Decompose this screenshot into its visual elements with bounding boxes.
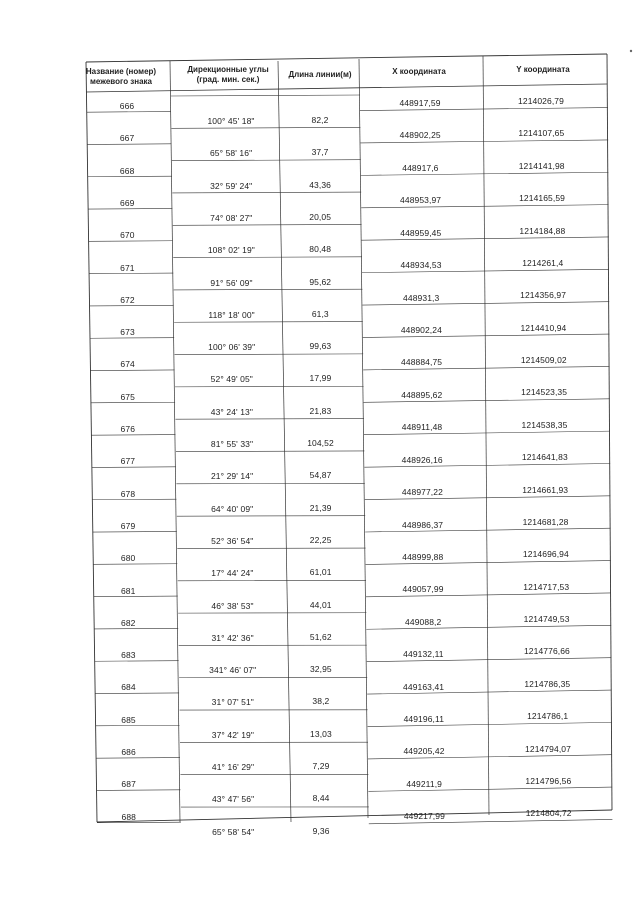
x-coordinate: 448917,6 — [402, 162, 439, 173]
row-line — [97, 822, 181, 823]
direction-angle: 108° 02' 19" — [207, 245, 255, 256]
x-coordinate: 448934,53 — [400, 260, 442, 271]
x-coordinate: 448902,25 — [399, 130, 441, 141]
column-divider — [359, 59, 368, 818]
row-line — [173, 224, 362, 225]
row-line — [361, 172, 609, 175]
x-coordinate: 448931,3 — [403, 292, 440, 303]
row-line — [93, 531, 177, 532]
direction-angle: 52° 49' 05" — [210, 374, 253, 385]
point-name: 673 — [120, 327, 135, 338]
point-name: 679 — [120, 520, 136, 531]
line-length: 95,62 — [309, 276, 332, 287]
row-line — [88, 208, 172, 209]
y-coordinate: 1214794,07 — [525, 743, 571, 754]
line-length: 8,44 — [312, 793, 330, 804]
row-line — [368, 787, 612, 791]
point-name: 674 — [120, 359, 135, 370]
direction-angle: 65° 58' 54" — [212, 826, 255, 837]
x-coordinate: 449211,9 — [406, 778, 442, 789]
row-line — [90, 305, 174, 306]
table-border-left — [86, 62, 97, 822]
table-border-top — [86, 54, 607, 62]
point-name: 669 — [119, 197, 135, 208]
line-length: 61,01 — [309, 567, 332, 578]
header-x: X координата — [392, 67, 446, 76]
line-length: 54,87 — [309, 470, 332, 481]
row-line — [96, 758, 180, 759]
direction-angle: 64° 40' 09" — [211, 503, 254, 514]
direction-angle: 32° 59' 24" — [210, 180, 253, 191]
point-name: 683 — [121, 650, 136, 661]
point-name: 675 — [120, 391, 135, 402]
y-coordinate: 1214509,02 — [520, 355, 567, 366]
row-line — [361, 205, 608, 208]
x-coordinate: 448986,37 — [402, 519, 444, 530]
x-coordinate: 448926,16 — [401, 454, 443, 465]
direction-angle: 341° 46' 07" — [209, 665, 257, 676]
direction-angle: 31° 07' 51" — [211, 697, 254, 708]
y-coordinate: 1214107,65 — [518, 128, 565, 139]
point-name: 686 — [121, 747, 136, 758]
y-coordinate: 1214356,97 — [520, 290, 567, 301]
row-line — [89, 273, 173, 274]
x-coordinate: 449217,99 — [403, 811, 445, 822]
x-coordinate: 448959,45 — [400, 227, 442, 238]
line-length: 37,7 — [311, 147, 329, 158]
header-divider — [86, 84, 607, 92]
row-line — [95, 661, 179, 662]
point-name: 667 — [119, 133, 135, 144]
x-coordinate: 449132,11 — [403, 649, 444, 660]
line-length: 43,36 — [309, 179, 331, 190]
x-coordinate: 448884,75 — [401, 357, 443, 368]
y-coordinate: 1214661,93 — [522, 484, 569, 495]
row-line — [362, 302, 609, 305]
y-coordinate: 1214717,53 — [523, 581, 570, 592]
table-border-right — [607, 54, 612, 810]
line-length: 21,83 — [309, 405, 332, 416]
row-line — [92, 467, 176, 468]
line-length: 32,95 — [309, 664, 332, 675]
y-coordinate: 1214026,79 — [518, 96, 564, 107]
row-line — [362, 237, 609, 240]
row-line — [363, 334, 610, 337]
point-name: 684 — [121, 682, 136, 693]
line-length: 61,3 — [311, 308, 329, 319]
direction-angle: 43° 24' 13" — [210, 406, 254, 417]
direction-angle: 43° 47' 56" — [211, 794, 255, 805]
row-line — [89, 241, 173, 242]
row-line — [175, 386, 364, 387]
direction-angle: 81° 55' 33" — [210, 439, 254, 450]
line-length: 9,36 — [312, 825, 330, 836]
header-angle: Дирекционные углы (град. мин. сек.) — [187, 65, 269, 84]
line-length: 99,63 — [309, 341, 332, 352]
row-line — [94, 596, 178, 597]
point-name: 672 — [120, 294, 135, 305]
point-name: 682 — [121, 617, 136, 628]
row-line — [87, 144, 171, 145]
x-coordinate: 449088,2 — [405, 616, 442, 627]
point-name: 681 — [120, 585, 136, 596]
row-line — [175, 354, 364, 355]
y-coordinate: 1214796,56 — [525, 775, 572, 786]
row-line — [176, 419, 365, 420]
y-coordinate: 1214165,59 — [519, 193, 566, 204]
point-name: 668 — [119, 165, 135, 176]
row-line — [94, 628, 178, 629]
y-coordinate: 1214641,83 — [521, 452, 568, 463]
y-coordinate: 1214141,98 — [518, 160, 565, 171]
header-y: Y координата — [516, 65, 570, 74]
column-divider — [483, 56, 489, 815]
direction-angle: 46° 38' 53" — [211, 600, 254, 611]
direction-angle: 31° 42' 36" — [211, 632, 254, 643]
row-line — [171, 95, 360, 96]
y-coordinate: 1214523,35 — [521, 387, 568, 398]
direction-angle: 74° 08' 27" — [210, 212, 253, 223]
y-coordinate: 1214786,35 — [524, 678, 571, 689]
scan-speck — [630, 50, 632, 52]
line-length: 20,05 — [309, 211, 332, 222]
column-divider — [170, 61, 180, 822]
direction-angle: 91° 56' 09" — [210, 277, 253, 288]
row-line — [174, 322, 363, 323]
line-length: 80,48 — [309, 244, 332, 255]
row-line — [92, 435, 176, 436]
point-name: 671 — [120, 262, 135, 273]
y-coordinate: 1214538,35 — [521, 419, 568, 430]
row-line — [90, 338, 174, 339]
y-coordinate: 1214776,66 — [523, 646, 570, 657]
y-coordinate: 1214184,88 — [519, 225, 566, 236]
point-name: 678 — [120, 488, 136, 499]
line-length: 22,25 — [309, 534, 332, 545]
direction-angle: 17° 44' 24" — [211, 568, 254, 579]
direction-angle: 37° 42' 19" — [211, 729, 255, 740]
x-coordinate: 448953,97 — [400, 195, 442, 206]
point-name: 676 — [120, 424, 136, 435]
line-length: 104,52 — [307, 438, 334, 449]
row-line — [172, 192, 361, 193]
point-name: 677 — [120, 456, 136, 467]
row-line — [96, 725, 180, 726]
direction-angle: 100° 06' 39" — [208, 342, 256, 353]
y-coordinate: 1214410,94 — [520, 322, 567, 333]
line-length: 7,29 — [312, 761, 330, 772]
row-line — [176, 483, 364, 484]
direction-angle: 118° 18' 00" — [208, 309, 255, 320]
direction-angle: 100° 45' 18" — [207, 116, 255, 127]
row-line — [176, 451, 364, 452]
y-coordinate: 1214261,4 — [522, 257, 564, 268]
y-coordinate: 1214681,28 — [522, 516, 569, 527]
row-line — [362, 269, 609, 272]
row-line — [366, 625, 611, 629]
row-line — [172, 160, 361, 161]
row-line — [91, 402, 175, 403]
y-coordinate: 1214696,94 — [522, 549, 569, 560]
header-name: Название (номер) межевого знака — [85, 67, 157, 86]
x-coordinate: 449196,11 — [403, 714, 445, 725]
row-line — [174, 289, 363, 290]
row-line — [173, 257, 362, 258]
row-line — [95, 693, 179, 694]
row-line — [87, 112, 171, 113]
line-length: 44,01 — [309, 599, 332, 610]
x-coordinate: 448999,88 — [402, 551, 444, 562]
row-line — [91, 370, 175, 371]
line-length: 13,03 — [310, 728, 332, 739]
line-length: 17,99 — [309, 373, 332, 384]
row-line — [360, 108, 608, 111]
row-line — [171, 127, 360, 128]
header-length: Длина линии(м) — [288, 70, 352, 79]
point-name: 685 — [121, 714, 136, 725]
line-length: 21,39 — [309, 502, 332, 513]
x-coordinate: 449163,41 — [403, 681, 445, 692]
column-divider — [278, 61, 291, 822]
direction-angle: 52° 36' 54" — [211, 535, 254, 546]
row-line — [93, 564, 177, 565]
y-coordinate: 1214804,72 — [525, 808, 572, 819]
row-line — [96, 790, 180, 791]
row-line — [88, 176, 172, 177]
x-coordinate: 448917,59 — [399, 98, 441, 109]
y-coordinate: 1214749,53 — [523, 614, 570, 625]
x-coordinate: 449057,99 — [402, 584, 444, 595]
row-line — [92, 499, 176, 500]
line-length: 82,2 — [311, 115, 329, 126]
x-coordinate: 448977,22 — [401, 487, 443, 498]
x-coordinate: 449205,42 — [403, 746, 445, 757]
point-name: 688 — [121, 811, 136, 822]
row-line — [360, 140, 608, 143]
direction-angle: 41° 16' 29" — [211, 762, 255, 773]
line-length: 38,2 — [312, 696, 330, 707]
point-name: 666 — [119, 101, 135, 112]
point-name: 670 — [120, 230, 135, 241]
line-length: 51,62 — [309, 631, 332, 642]
point-name: 680 — [120, 553, 136, 564]
x-coordinate: 448895,62 — [401, 389, 443, 400]
y-coordinate: 1214786,1 — [527, 711, 569, 722]
point-name: 687 — [121, 779, 136, 790]
x-coordinate: 448911,48 — [401, 422, 443, 433]
direction-angle: 65° 58' 16" — [209, 148, 253, 159]
direction-angle: 21° 29' 14" — [210, 471, 254, 482]
x-coordinate: 448902,24 — [400, 325, 442, 335]
